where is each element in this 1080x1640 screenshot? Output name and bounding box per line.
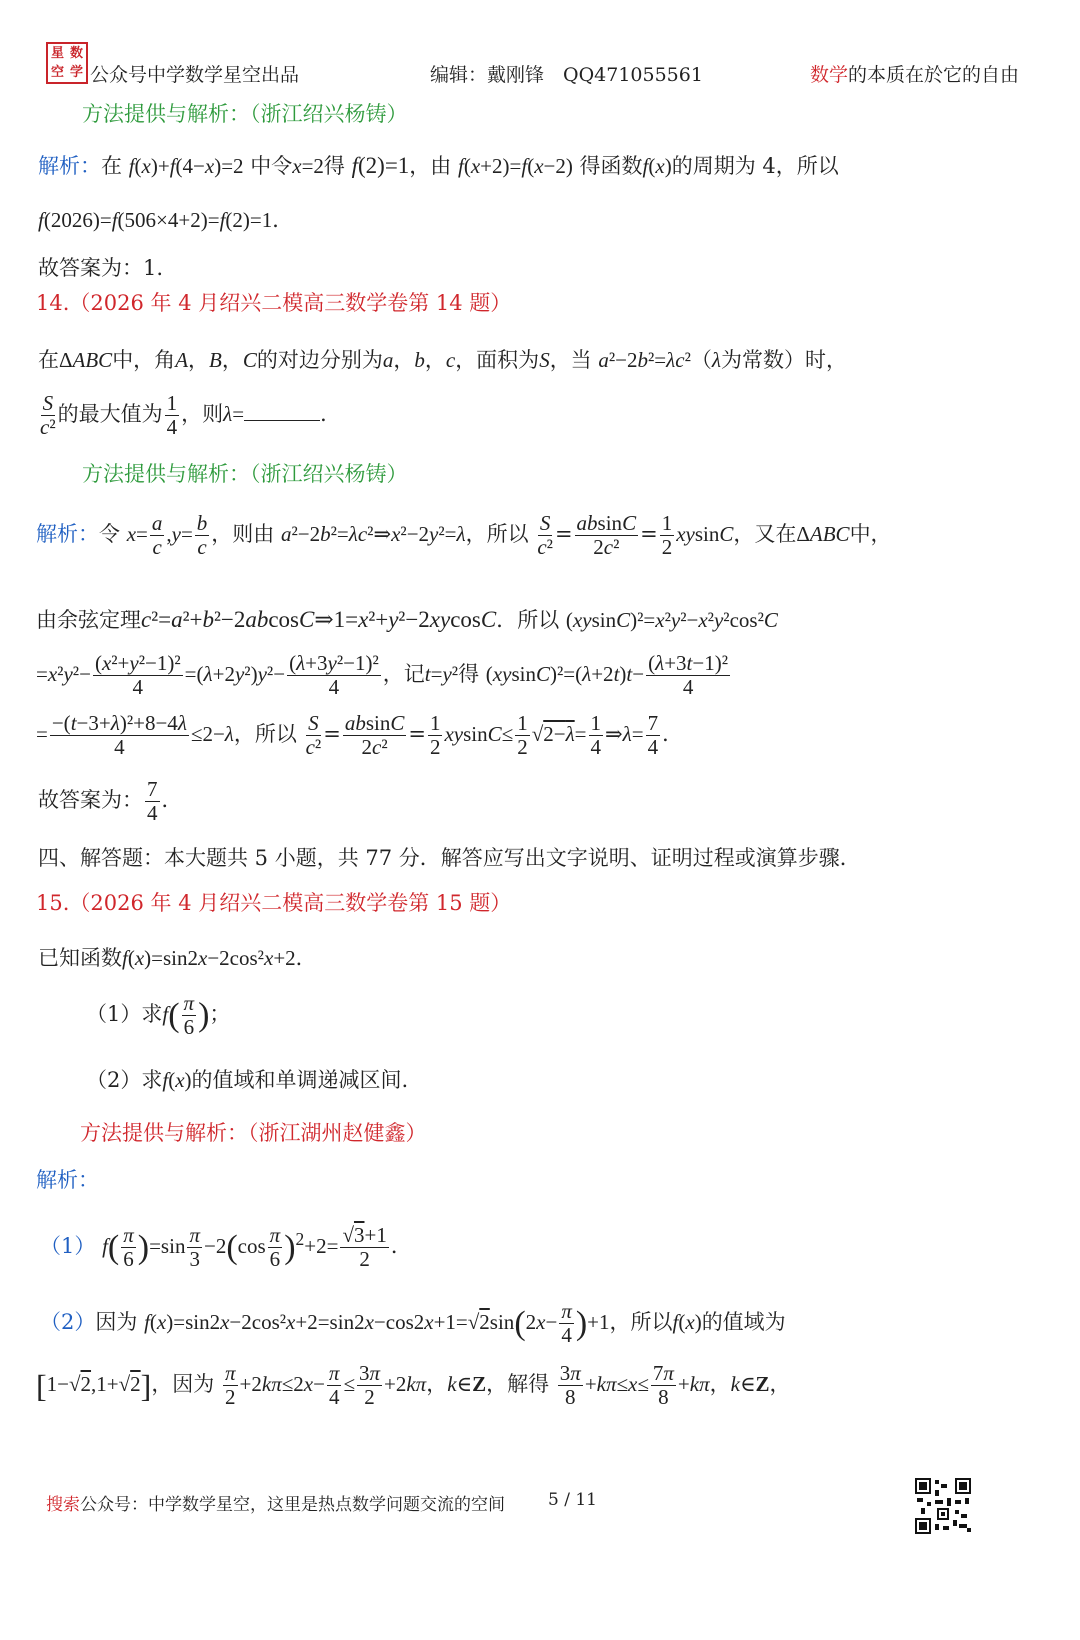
text: ，所以	[465, 522, 529, 547]
solution-14-line4: = $\frac{\text{−(t−3+λ)²+8−4λ}}{4}$ ≤2−λ，所以 $\frac{S}{\text{c²}}$ = $\frac{absinC}{\text{2c²}}$ = $\frac{1}{2}$ xysinC≤ $\frac{1}{2}$ √2−λ= $\frac{1}{4}$ ⇒λ= $\frac{7}{4}$ ．	[36, 711, 684, 760]
text: 中，	[849, 522, 892, 547]
header-motto	[810, 60, 1019, 87]
text: 在	[38, 348, 59, 372]
text: 中，角	[112, 348, 176, 372]
text: ，则由	[211, 522, 275, 547]
answer-blank	[244, 402, 320, 421]
text: （	[690, 348, 712, 372]
text: ，因为	[151, 1372, 215, 1397]
part-label: （1）	[40, 1234, 96, 1259]
logo-char: 数	[69, 45, 83, 61]
answer-14: 故答案为： $\frac{7}{4}$ ．	[38, 777, 183, 826]
method-note-13: 方法提供与解析：（浙江绍兴杨铸）	[82, 102, 408, 126]
header-editor: 编辑：戴刚锋 QQ471055561	[430, 64, 703, 86]
text: ，由	[409, 154, 452, 178]
text: 中令	[250, 154, 293, 178]
text: 的对边分别为	[256, 348, 383, 372]
text: （1）求	[86, 1002, 163, 1027]
text: 的值域为	[701, 1310, 786, 1335]
header-source: 公众号中学数学星空出品	[90, 64, 300, 86]
text: 为常数）时，	[720, 348, 847, 372]
text: ，记	[382, 662, 425, 687]
logo-stamp	[46, 42, 88, 84]
text: ，所以	[233, 722, 297, 747]
solution-13-line1: 解析：在 f(x)+f(4−x)=2 中令x=2得 f(2)=1，由 f(x+2)=f(x−2) 得函数f(x)的周期为 4，所以	[38, 153, 839, 178]
footer-text: 公众号：中学数学星空，这里是热点数学问题交流的空间	[80, 1495, 505, 1515]
part-label: （2）	[40, 1310, 96, 1335]
text: 故答案为：	[38, 788, 143, 813]
text: 已知函数	[38, 946, 122, 970]
text: ，当	[549, 348, 592, 372]
section-heading-4: 四、解答题：本大题共 5 小题，共 77 分．解答应写出文字说明、证明过程或演算步骤．	[38, 846, 861, 870]
text: 令	[99, 522, 120, 547]
solution-14-line3: =x²y²− $\frac{\text{(x²+y²−1)²}}{4}$ =(λ+2y²)y²− $\frac{\text{(λ+3y²−1)²}}{4}$ ，记t=y²得 (xysinC)²=(λ+2t)t− $\frac{\text{(λ+3t−1)²}}{4}$	[36, 651, 729, 700]
text: ，又在	[733, 522, 797, 547]
motto-text: 的本质在於它的自由	[848, 64, 1020, 86]
text: 由余弦定理	[36, 608, 141, 632]
text: ，解得	[486, 1372, 550, 1397]
qr-code-icon	[915, 1478, 971, 1534]
solution-15-part1: （1） f( $\frac{\pi}{6}$ )=sin $\frac{\pi}{3}$ −2(cos $\frac{\pi}{6}$ )$^2$+2= $\frac{√3+1}{2}$ ．	[40, 1223, 412, 1272]
question-15-part2: （2）求f(x)的值域和单调递减区间.	[86, 1068, 409, 1092]
text: 得函数	[579, 154, 643, 178]
question-15-part1: （1）求f( $\frac{\pi}{6}$ )；	[86, 991, 231, 1040]
question-15-title: 15.（2026 年 4 月绍兴二模高三数学卷第 15 题）	[36, 891, 512, 915]
question-15-stem: 已知函数f(x)=sin2x−2cos²x+2．	[38, 946, 317, 970]
footer-search-highlight: 搜索	[46, 1495, 80, 1515]
solution-15-label: 解析：	[36, 1168, 99, 1192]
question-14-stem-2: $\frac{S}{\text{c²}}$ 的最大值为 $\frac{1}{4}$ ，则λ= ．	[40, 391, 342, 440]
page-number: 5 / 11	[548, 1490, 597, 1510]
text: 的值域和单调递减区间.	[191, 1068, 409, 1092]
text: ，面积为	[455, 348, 540, 372]
text: 得	[323, 154, 345, 178]
text: 的最大值为	[57, 402, 163, 427]
method-note-15: 方法提供与解析：（浙江湖州赵健鑫）	[80, 1121, 427, 1145]
solution-15-part2-cont: [1−√2,1+√2]，因为 $\frac{\pi}{2}$ +2kπ≤2x− $\frac{\pi}{4}$ ≤ $\frac{3\pi}{2}$ +2kπ，k∈Z，解得 $\frac{3\pi}{8}$ +kπ≤x≤ $\frac{7\pi}{8}$ +kπ，k∈Z，	[36, 1361, 791, 1410]
logo-char: 空	[50, 64, 64, 80]
solution-15-part2: （2）因为 f(x)=sin2x−2cos²x+2=sin2x−cos2x+1=√2sin(2x− $\frac{\pi}{4}$ )+1，所以f(x)的值域为	[40, 1299, 786, 1348]
text: 因为	[95, 1310, 138, 1335]
question-14-title: 14.（2026 年 4 月绍兴二模高三数学卷第 14 题）	[36, 291, 512, 315]
solution-14-line2: 由余弦定理c²=a²+b²−2abcosC⇒1=x²+y²−2xycosC．所以 (xysinC)²=x²y²−x²y²cos²C	[36, 607, 778, 632]
motto-highlight: 数学	[810, 64, 849, 86]
text: 得	[458, 662, 480, 687]
answer-13: 故答案为：1.	[38, 256, 164, 280]
solution-14-line1: 解析：令 x= $\frac{a}{c}$ ,y= $\frac{b}{c}$ ，则由 a²−2b²=λc²⇒x²−2y²=λ，所以 $\frac{S}{\text{c²}}$ = $\frac{absinC}{\text{2c²}}$ = $\frac{1}{2}$ xysinC，又在ΔABC中，	[36, 511, 892, 560]
text: 在	[101, 154, 122, 178]
text: （2）求	[86, 1068, 163, 1092]
text: ．所以	[496, 608, 560, 632]
text: ，所以	[609, 1310, 673, 1335]
method-note-14: 方法提供与解析：（浙江绍兴杨铸）	[82, 462, 408, 486]
question-14-stem: 在ΔABC中，角A，B，C的对边分别为a，b，c，面积为S，当 a²−2b²=λc²（λ为常数）时，	[38, 348, 847, 372]
text: ，则	[181, 402, 224, 427]
solution-label: 解析：	[38, 154, 101, 178]
logo-char: 学	[69, 64, 83, 80]
solution-13-line2: f(2026)=f(506×4+2)=f(2)=1．	[38, 208, 294, 232]
footer-search	[46, 1490, 505, 1515]
text: 的周期为 4，所以	[671, 154, 839, 178]
logo-char: 星	[50, 45, 64, 61]
solution-label: 解析：	[36, 522, 99, 547]
